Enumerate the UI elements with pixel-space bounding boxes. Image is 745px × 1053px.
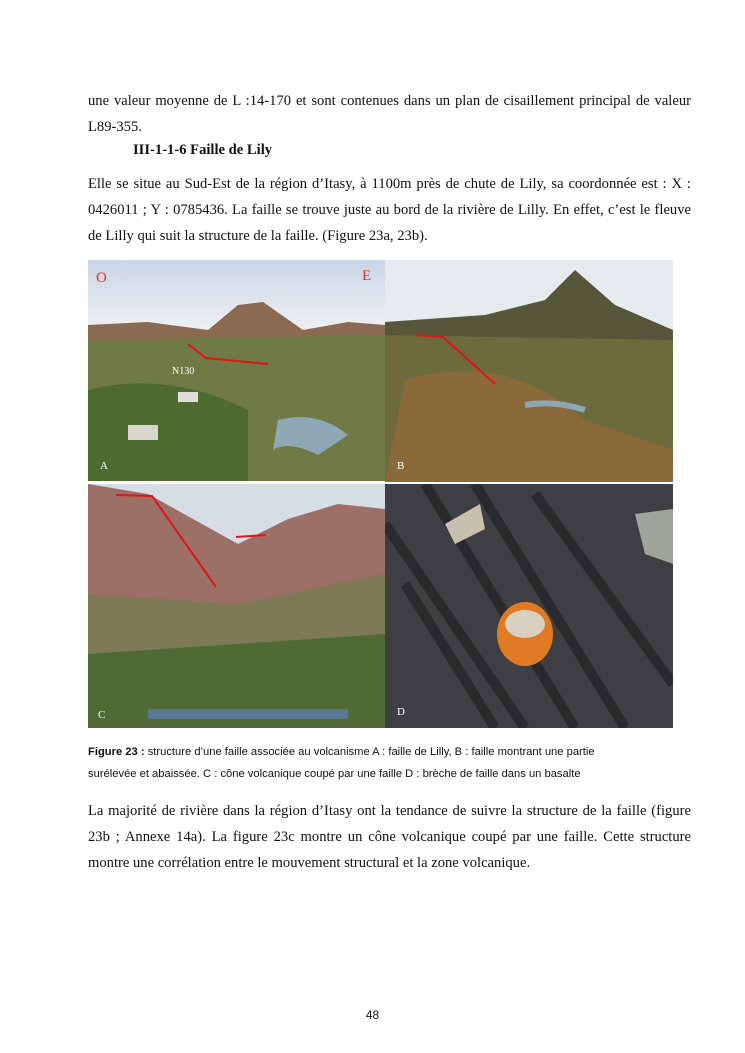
photo-a (88, 260, 385, 481)
paragraph-intro: une valeur moyenne de L :14-170 et sont contenues dans un plan de cisaillement principal de valeur L89-355. (88, 93, 691, 135)
photo-d (385, 484, 673, 728)
caption-line-1: structure d’une faille associée au volcanisme A : faille de Lilly, B : faille montrant une partie (147, 746, 595, 758)
panel-label-d: D (397, 706, 405, 718)
figure-caption (88, 741, 698, 785)
compass-west: O (96, 270, 107, 286)
panel-label-c: C (98, 709, 106, 721)
strike-label: N130 (172, 366, 195, 377)
paragraph-conclusion: La majorité de rivière dans la région d’Itasy ont la tendance de suivre la structure de la faille (figure 23b ; Annexe 14a). La figure 23c montre un cône volcanique coupé par une faille. Cette structure montre une corrélation entre le mouvement structural et la zone volcanique. (88, 803, 691, 871)
photo-c (88, 484, 385, 728)
caption-label: Figure 23 : (88, 746, 145, 758)
caption-line-2: surélevée et abaissée. C : cône volcanique coupé par une faille D : brèche de faille dans un basalte (88, 768, 581, 780)
panel-label-b: B (397, 460, 405, 472)
section-heading: III-1-1-6 Faille de Lily (133, 142, 273, 158)
paragraph-lily: Elle se situe au Sud-Est de la région d’Itasy, à 1100m près de chute de Lily, sa coordonnée est : X : 0426011 ; Y : 0785436. La faille se trouve juste au bord de la rivière de Lilly. En effet, c’est le fleuve de Lilly qui suit la structure de la faille. (Figure 23a, 23b). (88, 176, 691, 244)
compass-east: E (362, 268, 372, 284)
page-number: 48 (365, 1008, 380, 1022)
panel-label-a: A (100, 460, 108, 472)
photo-b (385, 260, 673, 482)
